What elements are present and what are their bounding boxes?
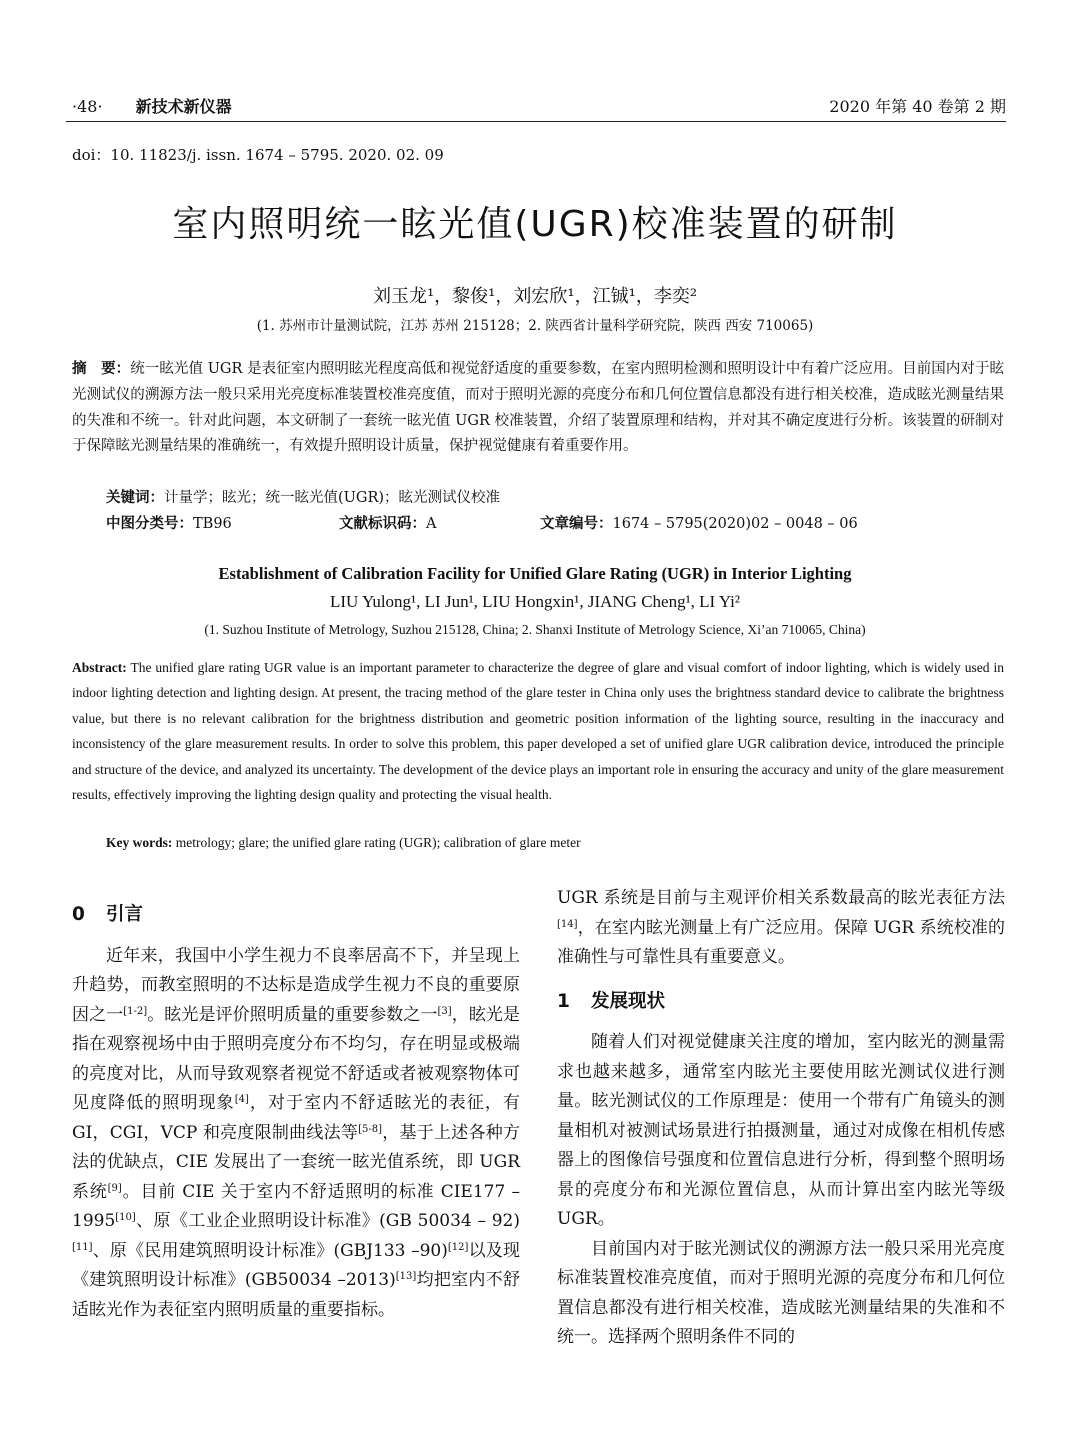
article-number: 文章编号：1674 – 5795(2020)02 – 0048 – 06 — [540, 516, 858, 532]
authors-en: LIU Yulong¹, LI Jun¹, LIU Hongxin¹, JIANG Cheng¹, LI Yi² — [330, 592, 740, 611]
keywords-cn — [106, 486, 500, 507]
affiliation-en: (1. Suzhou Institute of Metrology, Suzhou 215128, China; 2. Shanxi Institute of Metrology Science, Xi’an 710065, China) — [204, 622, 866, 637]
affiliation-cn: (1. 苏州市计量测试院，江苏 苏州 215128；2. 陕西省计量科学研究院，陕西 西安 710065) — [256, 318, 814, 334]
abstract-cn-label: 摘 要： — [72, 361, 131, 377]
title-en: Establishment of Calibration Facility for Unified Glare Rating (UGR) in Interior Lighting — [218, 564, 852, 583]
abstract-cn-text: 统一眩光值 UGR 是表征室内照明眩光程度高低和视觉舒适度的重要参数，在室内照明检测和照明设计中有着广泛应用。目前国内对于眩光测试仪的溯源方法一般只采用光亮度标准装置校准亮度值，而对于照明光源的亮度分布和几何位置信息都没有进行相关校准，造成眩光测量结果的失准和不统一。针对此问题，本文研制了一套统一眩光值 UGR 校准装置，介绍了装置原理和结构，并对其不确定度进行分析。该装置的研制对于保障眩光测量结果的准确统一，有效提升照明设计质量，保护视觉健康有着重要作用。 — [72, 361, 1005, 455]
citation: [11] — [72, 1241, 93, 1253]
citation: [4] — [234, 1094, 249, 1105]
section-title: 引言 — [106, 904, 144, 925]
abstract-en-label: Abstract: — [72, 660, 127, 675]
abstract-en-text: The unified glare rating UGR value is an important parameter to characterize the degree of glare and visual comfort of indoor lighting, which is widely used in indoor lighting detection and lighting design. At present, the tracing method of the glare tester in China only uses the brightness standard device to calibrate the brightness value, but there is no relevant calibration for the brightness distribution and geometric position information of the lighting source, resulting in the inaccuracy and inconsistency of the glare measurement results. In order to solve this problem, this paper developed a set of unified glare UGR calibration device, introduced the principle and structure of the device, and analyzed its uncertainty. The development of the device plays an important role in ensuring the accuracy and unity of the glare measurement results, effectively improving the lighting design quality and protecting the visual health. — [72, 660, 1004, 803]
keywords-cn-text: 计量学；眩光；统一眩光值(UGR)；眩光测试仪校准 — [164, 490, 501, 506]
keywords-en — [106, 835, 581, 851]
citation: [10] — [115, 1212, 136, 1223]
title-cn: 室内照明统一眩光值(UGR)校准装置的研制 — [172, 204, 898, 245]
intro-paragraph: 近年来，我国中小学生视力不良率居高不下，并呈现上升趋势，而教室照明的不达标是造成学生视力不良的重要原因之一[1-2]。眩光是评价照明质量的重要参数之一[3]，眩光是指在观察视场中由于照明亮度分布不均匀，存在明显或极端的亮度对比，从而导致观察者视觉不舒适或者被观察物体可见度降低的照明现象[4]，对于室内不舒适眩光的表征，有 GI，CGI，VCP 和亮度限制曲线法等[5-8]，基于上述各种方法的优缺点，CIE 发展出了一套统一眩光值系统，即 UGR 系统[9]。目前 CIE 关于室内不舒适照明的标准 CIE177 –1995[10]、原《工业企业照明设计标准》(GB 50034 – 92)[11]、原《民用建筑照明设计标准》(GBJ133 –90)[12]以及现《建筑照明设计标准》(GB50034 –2013)[13]均把室内不舒适眩光作为表征室内照明质量的重要指标。 — [72, 945, 521, 1320]
status-paragraph-1: 随着人们对视觉健康关注度的增加，室内眩光的测量需求也越来越多，通常室内眩光主要使用眩光测试仪进行测量。眩光测试仪的工作原理是：使用一个带有广角镜头的测量相机对被测试场景进行拍摄测量，通过对成像在相机传感器上的图像信号强度和位置信息进行分析，得到整个照明场景的亮度分布和光源位置信息，从而计算出室内眩光等级 UGR。 — [557, 1032, 1005, 1229]
keywords-en-label: Key words: — [106, 835, 173, 850]
page-number: ·48· — [72, 97, 103, 116]
right-column — [557, 884, 1005, 1353]
doi: doi：10. 11823/j. issn. 1674 – 5795. 2020. 02. 09 — [72, 146, 444, 164]
status-paragraph-2: 目前国内对于眩光测试仪的溯源方法一般只采用光亮度标准装置校准亮度值，而对于照明光源的亮度分布和几何位置信息都没有进行相关校准，造成眩光测量结果的失准和不统一。选择两个照明条件不同的 — [557, 1238, 1005, 1347]
header-rule — [66, 121, 1006, 122]
left-column — [72, 900, 520, 1325]
document-code: 文献标识码：A — [339, 516, 437, 532]
section-0-heading — [72, 900, 520, 930]
citation: [13] — [395, 1271, 417, 1282]
journal-name: 新技术新仪器 — [135, 97, 232, 116]
authors-cn: 刘玉龙¹，黎俊¹，刘宏欣¹，江铖¹，李奕² — [372, 286, 698, 307]
section-title: 发展现状 — [591, 990, 666, 1012]
section-number: 0 — [72, 904, 85, 925]
citation: [14] — [557, 918, 578, 930]
section-1-heading — [557, 987, 1005, 1017]
clc-code: 中图分类号：TB96 — [106, 516, 232, 532]
running-header-left — [72, 94, 232, 117]
citation: [12] — [447, 1241, 469, 1253]
keywords-cn-label: 关键词： — [106, 490, 164, 506]
citation: [1-2] — [123, 1005, 148, 1017]
abstract-en — [72, 655, 1004, 807]
issue-info: 2020 年第 40 卷第 2 期 — [829, 97, 1006, 116]
citation: [9] — [107, 1182, 122, 1194]
section-number: 1 — [557, 990, 570, 1012]
citation: [3] — [437, 1005, 452, 1017]
abstract-cn — [72, 357, 1004, 460]
continued-paragraph: UGR 系统是目前与主观评价相关系数最高的眩光表征方法[14]，在室内眩光测量上有广泛应用。保障 UGR 系统校准的准确性与可靠性具有重要意义。 — [557, 888, 1005, 967]
citation: [5-8] — [358, 1123, 383, 1135]
keywords-en-text: metrology; glare; the unified glare rating (UGR); calibration of glare meter — [175, 835, 581, 850]
